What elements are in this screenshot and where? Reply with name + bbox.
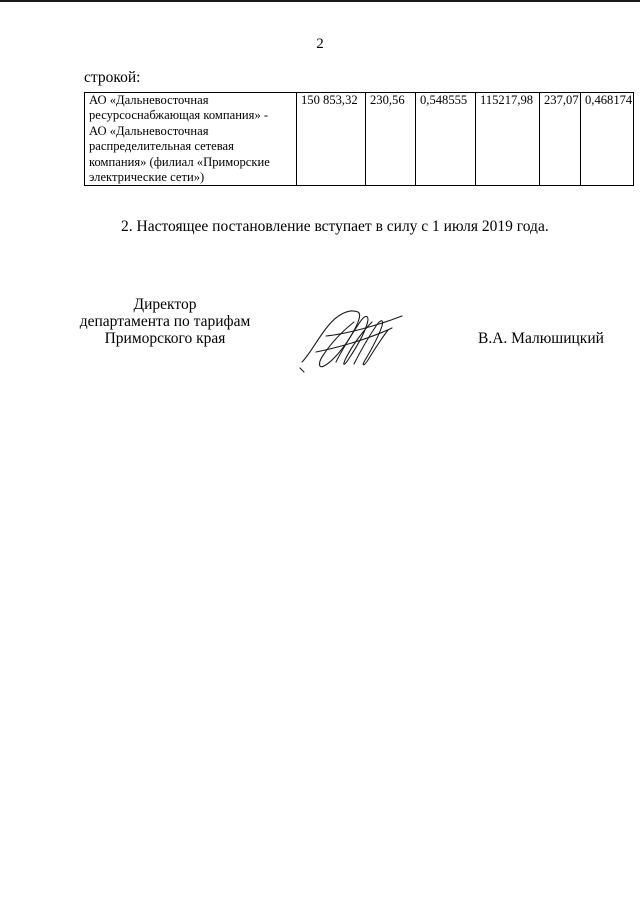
page-top-border (0, 0, 640, 2)
decree-item-2: 2. Настоящее постановление вступает в силу с 1 июля 2019 года. (121, 218, 549, 235)
signer-title-line: Директор (133, 296, 197, 313)
organization-cell (85, 93, 297, 186)
handwritten-signature-icon (296, 296, 406, 376)
organization-line: ресурсоснабжающая компания» - (89, 108, 269, 123)
table-cell-value-5: 237,07 (540, 93, 581, 186)
table-row (85, 93, 634, 186)
tariff-table (84, 92, 634, 186)
signer-title-line: департамента по тарифам (79, 313, 251, 330)
signer-name: В.А. Малюшицкий (478, 330, 604, 347)
organization-line: распределительная сетевая (89, 139, 234, 154)
signer-title-line: Приморского края (104, 330, 226, 347)
signer-title (70, 296, 260, 347)
page-number: 2 (316, 36, 324, 52)
lead-text: строкой: (84, 69, 141, 86)
table-cell-value-6: 0,468174 (581, 93, 634, 186)
table-cell-value-2: 230,56 (366, 93, 416, 186)
organization-line: АО «Дальневосточная (89, 93, 209, 107)
organization-line: компания» (филиал «Приморские (89, 154, 270, 169)
table-cell-value-1: 150 853,32 (297, 93, 366, 186)
table-cell-value-4: 115217,98 (476, 93, 540, 186)
table-cell-value-3: 0,548555 (416, 93, 476, 186)
organization-line: АО «Дальневосточная (89, 123, 209, 138)
organization-line: электрические сети») (89, 170, 205, 185)
